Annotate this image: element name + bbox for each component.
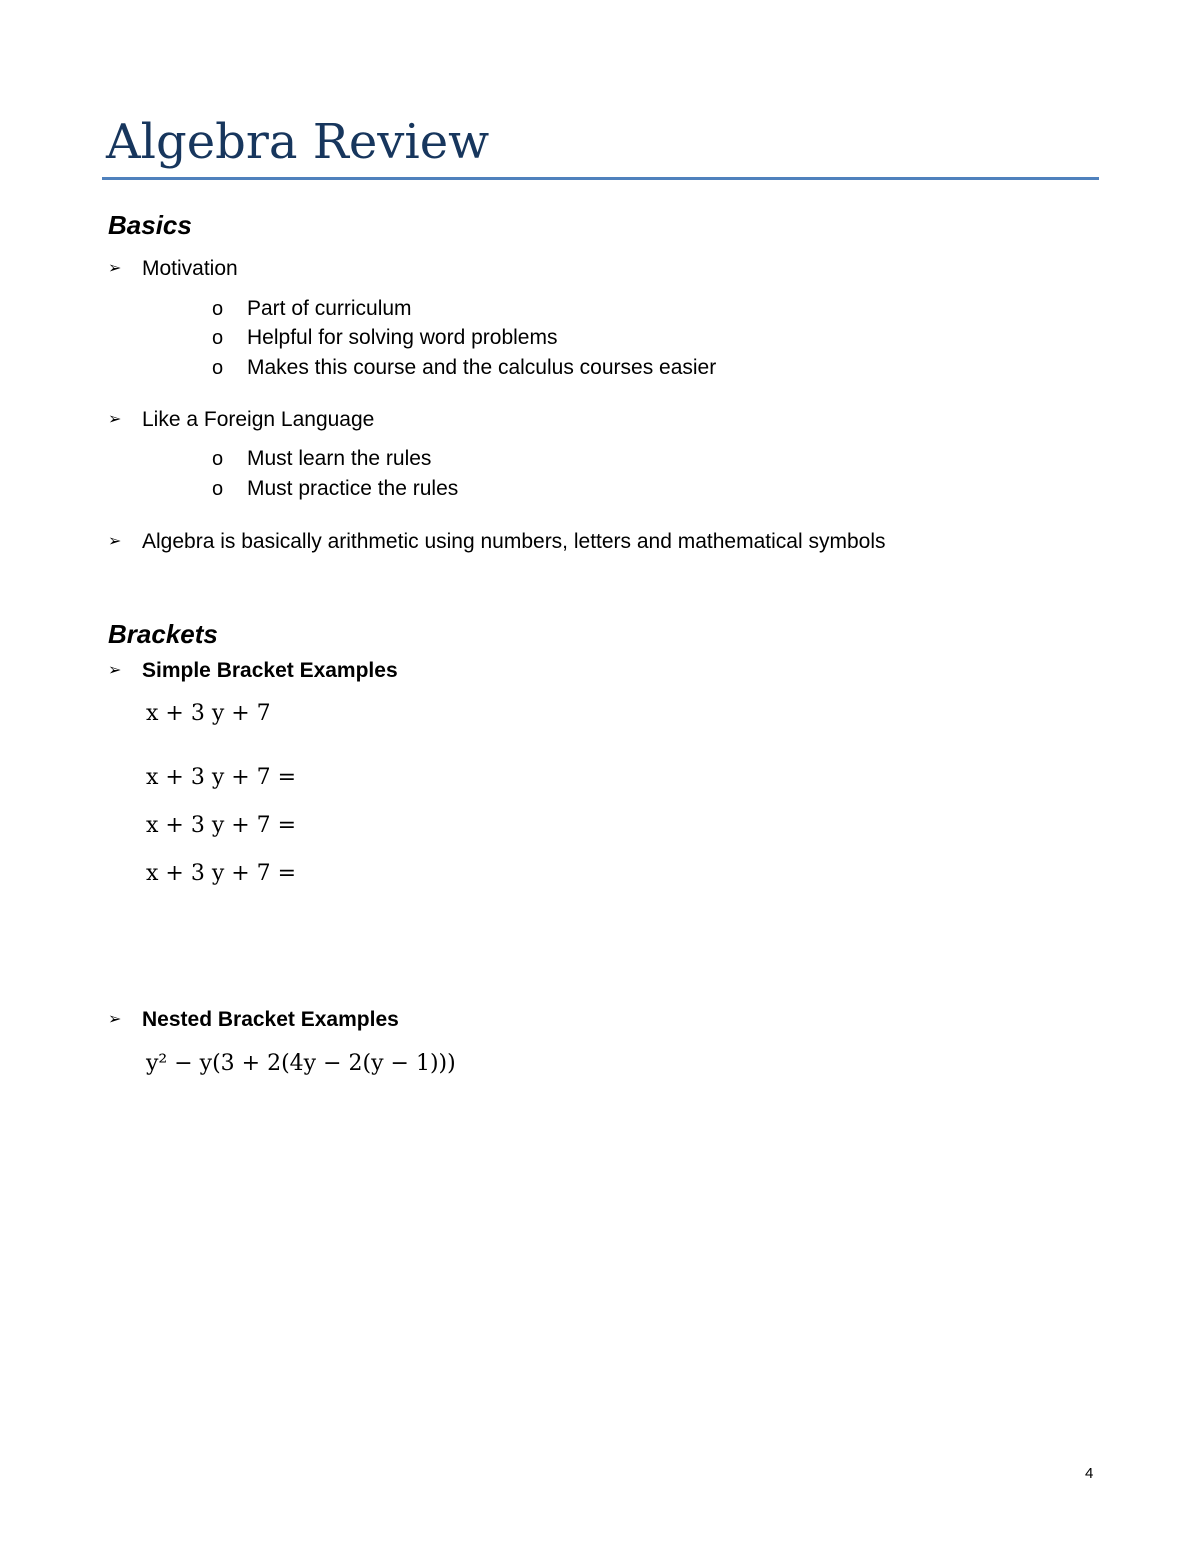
bullet-text: Simple Bracket Examples <box>142 659 398 682</box>
arrow-bullet-icon: ➢ <box>108 531 122 550</box>
math-expression: x + 3 y + 7 = <box>146 765 297 790</box>
math-expression: x + 3 y + 7 <box>146 701 271 726</box>
arrow-bullet-icon: ➢ <box>108 258 122 277</box>
bullet-text: Nested Bracket Examples <box>142 1008 399 1031</box>
subbullet-text: Part of curriculum <box>247 297 412 320</box>
arrow-bullet-icon: ➢ <box>108 1009 122 1028</box>
math-expression: x + 3 y + 7 = <box>146 861 297 886</box>
subbullet-text: Must learn the rules <box>247 447 432 470</box>
math-expression-nested: y² − y(3 + 2(4y − 2(y − 1))) <box>146 1051 456 1076</box>
circle-bullet-icon: o <box>212 327 224 349</box>
section-heading-brackets: Brackets <box>108 619 218 649</box>
subbullet-item <box>212 355 716 381</box>
bullet-text: Algebra is basically arithmetic using numbers, letters and mathematical symbols <box>142 530 886 553</box>
page-number: 4 <box>1085 1465 1094 1482</box>
bullet-text: Motivation <box>142 257 238 280</box>
bullet-nested-brackets <box>108 1006 399 1033</box>
circle-bullet-icon: o <box>212 298 224 320</box>
subbullet-text: Helpful for solving word problems <box>247 326 558 349</box>
arrow-bullet-icon: ➢ <box>108 409 122 428</box>
section-heading-basics: Basics <box>108 210 192 240</box>
title-divider <box>102 177 1099 180</box>
bullet-algebra-definition <box>108 528 885 555</box>
bullet-text: Like a Foreign Language <box>142 408 375 431</box>
subbullet-item <box>212 446 431 472</box>
circle-bullet-icon: o <box>212 357 224 379</box>
subbullet-text: Makes this course and the calculus courses easier <box>247 356 717 379</box>
math-expression: x + 3 y + 7 = <box>146 813 297 838</box>
bullet-motivation <box>108 255 238 282</box>
subbullet-item <box>212 296 412 322</box>
bullet-foreign-language <box>108 406 374 433</box>
subbullet-item <box>212 476 458 502</box>
circle-bullet-icon: o <box>212 478 224 500</box>
arrow-bullet-icon: ➢ <box>108 660 122 679</box>
subbullet-text: Must practice the rules <box>247 477 459 500</box>
circle-bullet-icon: o <box>212 448 224 470</box>
page-title: Algebra Review <box>106 114 490 170</box>
subbullet-item <box>212 325 557 351</box>
bullet-simple-brackets <box>108 657 398 684</box>
